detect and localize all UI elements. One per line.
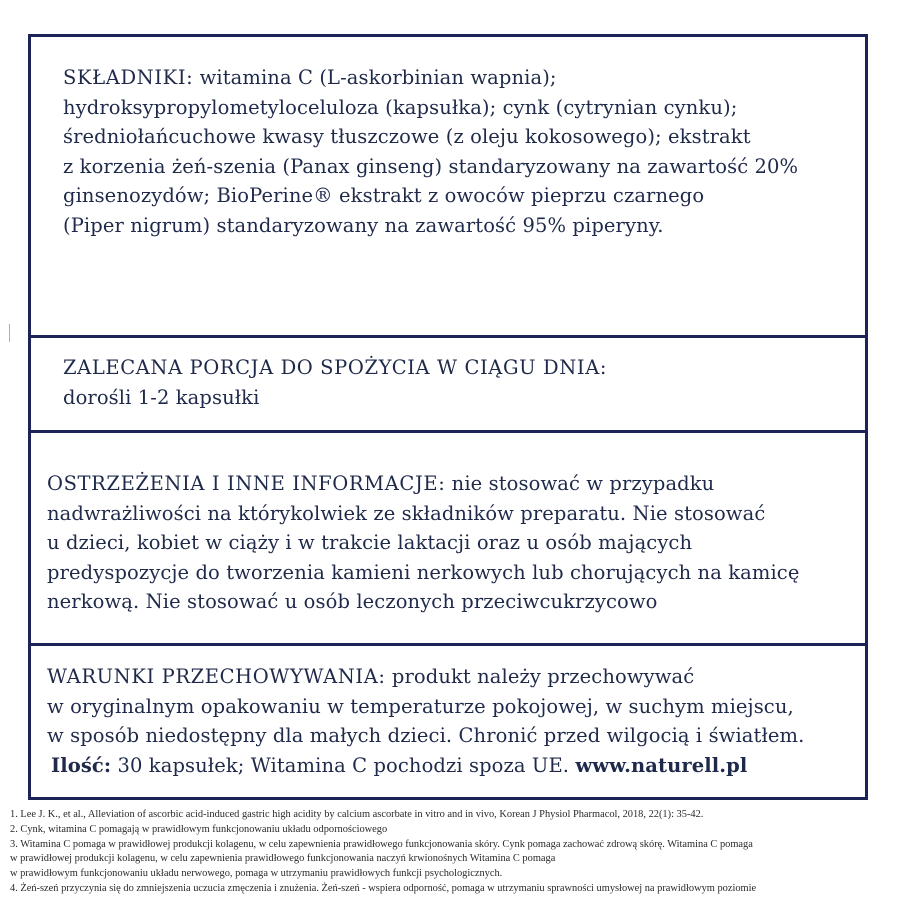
dosage-value: dorośli 1-2 kapsułki — [63, 385, 260, 409]
storage-line: WARUNKI PRZECHOWYWANIA: produkt należy przechowywać — [47, 665, 695, 688]
footnote: 4. Żeń-szeń przyczynia się do zmniejszenia uczucia zmęczenia i znużenia. Żeń-szeń - wspiera odporność, pomaga w utrzymaniu sprawności umysłowej na prawidłowym poziomie — [10, 882, 757, 894]
warnings-line: OSTRZEŻENIA I INNE INFORMACJE: nie stosować w przypadku — [47, 472, 715, 495]
footnote: 1. Lee J. K., et al., Alleviation of ascorbic acid-induced gastric high acidity by calcium ascorbate in vitro and in vivo, Korean J Physiol Pharmacol, 2018, 22(1): 35-42. — [10, 809, 704, 820]
ingredients-line: hydroksypropylometyloceluloza (kapsułka); cynk (cytrynian cynku); — [63, 95, 738, 119]
warnings-line: predyspozycje do tworzenia kamieni nerkowych lub chorujących na kamicę — [47, 560, 800, 584]
ingredients-line: (Piper nigrum) standaryzowany na zawartość 95% piperyny. — [63, 213, 664, 237]
scan-edge-mark — [9, 324, 10, 342]
footnote: 2. Cynk, witamina C pomagają w prawidłowym funkcjonowaniu układu odpornościowego — [10, 823, 388, 835]
dosage-text — [63, 353, 835, 412]
warnings-text — [47, 469, 835, 617]
quantity-line — [47, 751, 835, 781]
quantity-label: Ilość: — [51, 753, 112, 777]
footnote: w prawidłowej produkcji kolagenu, w celu zapewnienia prawidłowego funkcjonowania naczyń krwionośnych Witamina C pomaga — [10, 853, 556, 865]
footnote: w prawidłowym funkcjonowaniu układu nerwowego, pomaga w utrzymaniu prawidłowych funkcji psychologicznych. — [10, 868, 503, 880]
warnings-line: nadwrażliwości na którykolwiek ze składników preparatu. Nie stosować — [47, 501, 766, 525]
ingredients-heading: SKŁADNIKI: — [63, 66, 194, 89]
warnings-section — [31, 433, 865, 643]
footnotes — [10, 808, 890, 897]
ingredients-text — [63, 63, 835, 240]
dosage-section — [31, 338, 865, 430]
ingredients-line: ginsenozydów; BioPerine® ekstrakt z owoców pieprzu czarnego — [63, 184, 705, 207]
warnings-line: u dzieci, kobiet w ciąży i w trakcie laktacji oraz u osób mających — [47, 531, 693, 554]
warnings-line: nerkową. Nie stosować u osób leczonych przeciwcukrzycowo — [47, 590, 658, 613]
dosage-heading: ZALECANA PORCJA DO SPOŻYCIA W CIĄGU DNIA: — [63, 356, 608, 379]
footnote: 3. Witamina C pomaga w prawidłowej produkcji kolagenu, w celu zapewnienia prawidłowego funkcjonowania skóry. Cynk pomaga zachować zdrową skórę. Witamina C pomaga — [10, 838, 753, 850]
warnings-heading: OSTRZEŻENIA I INNE INFORMACJE: — [47, 472, 446, 495]
storage-section — [31, 646, 865, 797]
label-frame — [28, 34, 868, 800]
ingredients-line: z korzenia żeń-szenia (Panax ginseng) standaryzowany na zawartość 20% — [63, 154, 799, 178]
storage-heading: WARUNKI PRZECHOWYWANIA: — [47, 665, 386, 688]
storage-line: w sposób niedostępny dla małych dzieci. Chronić przed wilgocią i światłem. — [47, 724, 805, 747]
ingredients-section — [31, 37, 865, 335]
storage-line: w oryginalnym opakowaniu w temperaturze pokojowej, w suchym miejscu, — [47, 694, 794, 718]
ingredients-line: średniołańcuchowe kwasy tłuszczowe (z oleju kokosowego); ekstrakt — [63, 125, 751, 148]
website-link[interactable]: www.naturell.pl — [575, 753, 748, 777]
ingredients-line: SKŁADNIKI: witamina C (L-askorbinian wapnia); — [63, 66, 557, 89]
quantity-text: 30 kapsułek; Witamina C pochodzi spoza UE. — [111, 753, 576, 777]
storage-text — [47, 662, 835, 780]
